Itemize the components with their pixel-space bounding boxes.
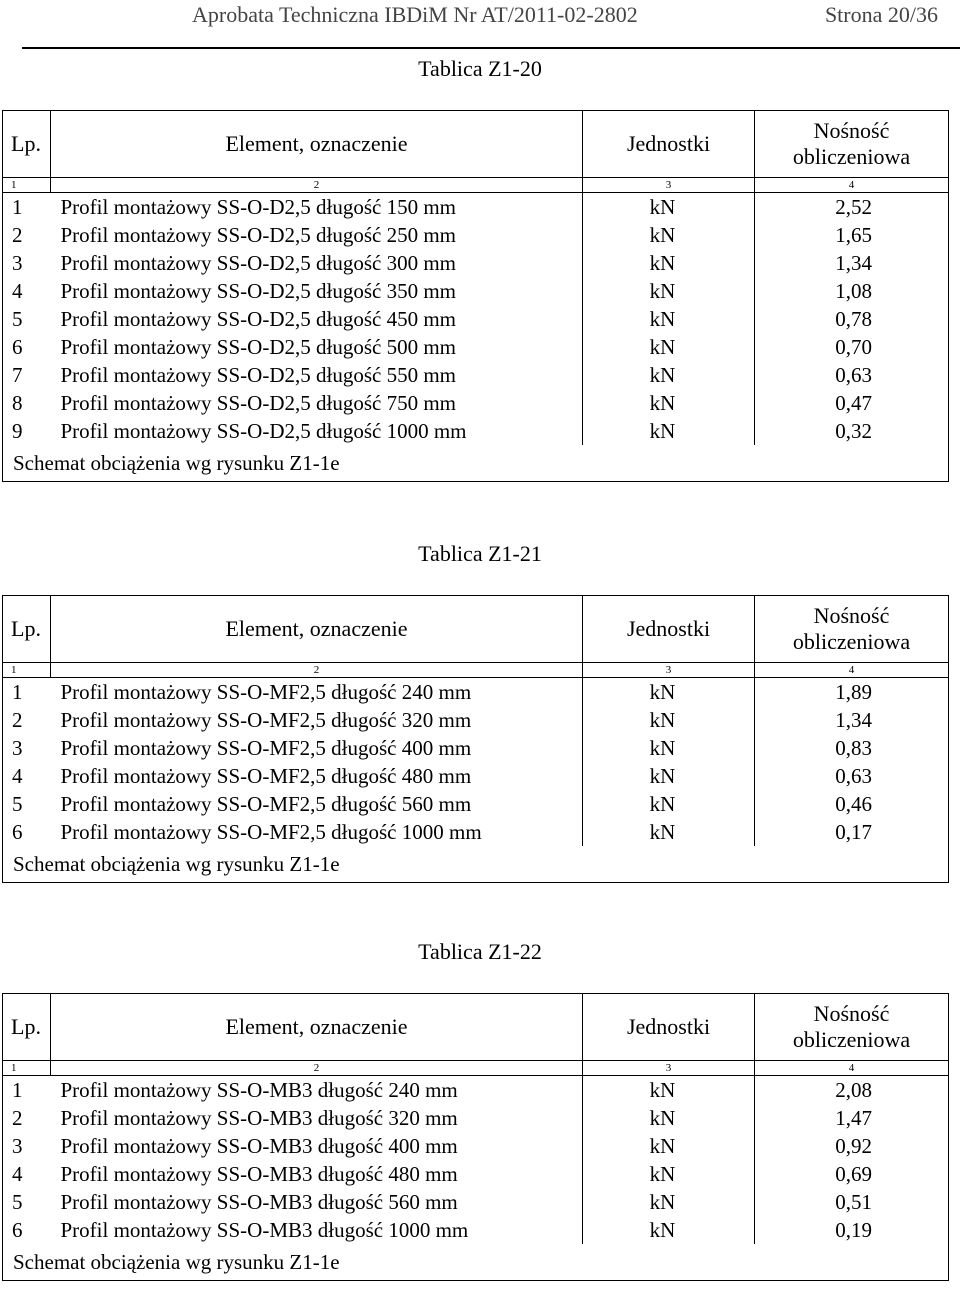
capacity-value: 0,46	[755, 790, 949, 818]
capacity-value: 1,65	[755, 221, 949, 249]
header-capacity-line1: Nośność	[813, 603, 890, 628]
unit-cell: kN	[583, 706, 755, 734]
table-title: Tablica Z1-21	[418, 541, 542, 566]
element-designation: Profil montażowy SS-O-MF2,5 długość 560 mm	[51, 790, 583, 818]
column-number-row	[3, 1061, 949, 1076]
unit-cell: kN	[583, 417, 755, 445]
table-z1-21	[2, 595, 949, 883]
row-number: 1	[3, 678, 51, 707]
table-title: Tablica Z1-20	[418, 56, 542, 81]
column-number: 4	[755, 1061, 949, 1076]
unit-cell: kN	[583, 305, 755, 333]
capacity-value: 0,63	[755, 361, 949, 389]
header-element: Element, oznaczenie	[51, 596, 583, 663]
table-row	[3, 389, 949, 417]
row-number: 6	[3, 1216, 51, 1244]
column-number: 1	[3, 178, 51, 193]
document-reference: Aprobata Techniczna IBDiM Nr AT/2011-02-2802	[192, 2, 638, 27]
unit-cell: kN	[583, 1160, 755, 1188]
element-designation: Profil montażowy SS-O-D2,5 długość 550 mm	[51, 361, 583, 389]
capacity-value: 0,19	[755, 1216, 949, 1244]
header-rule	[22, 47, 960, 49]
header-unit: Jednostki	[583, 596, 755, 663]
row-number: 3	[3, 1132, 51, 1160]
table-title: Tablica Z1-22	[418, 939, 542, 964]
table-row	[3, 678, 949, 707]
unit-cell: kN	[583, 790, 755, 818]
element-designation: Profil montażowy SS-O-D2,5 długość 350 mm	[51, 277, 583, 305]
table-row	[3, 1160, 949, 1188]
capacity-value: 0,70	[755, 333, 949, 361]
header-element: Element, oznaczenie	[51, 111, 583, 178]
capacity-value: 1,47	[755, 1104, 949, 1132]
element-designation: Profil montażowy SS-O-MB3 długość 400 mm	[51, 1132, 583, 1160]
row-number: 9	[3, 417, 51, 445]
row-number: 5	[3, 790, 51, 818]
load-scheme-note: Schemat obciążenia wg rysunku Z1-1e	[3, 445, 949, 482]
row-number: 5	[3, 1188, 51, 1216]
unit-cell: kN	[583, 277, 755, 305]
header-lp: Lp.	[3, 596, 51, 663]
header-unit: Jednostki	[583, 111, 755, 178]
capacity-value: 0,17	[755, 818, 949, 846]
element-designation: Profil montażowy SS-O-MF2,5 długość 400 mm	[51, 734, 583, 762]
unit-cell: kN	[583, 193, 755, 222]
table-z1-20	[2, 110, 949, 482]
row-number: 4	[3, 762, 51, 790]
table-row	[3, 734, 949, 762]
table-row	[3, 305, 949, 333]
capacity-value: 0,32	[755, 417, 949, 445]
column-number: 3	[583, 178, 755, 193]
element-designation: Profil montażowy SS-O-MB3 długość 560 mm	[51, 1188, 583, 1216]
column-number-row	[3, 663, 949, 678]
footer-row	[3, 1244, 949, 1281]
element-designation: Profil montażowy SS-O-MF2,5 długość 480 mm	[51, 762, 583, 790]
table-row	[3, 818, 949, 846]
element-designation: Profil montażowy SS-O-MB3 długość 1000 mm	[51, 1216, 583, 1244]
unit-cell: kN	[583, 818, 755, 846]
capacity-value: 2,52	[755, 193, 949, 222]
header-lp: Lp.	[3, 994, 51, 1061]
element-designation: Profil montażowy SS-O-MF2,5 długość 240 mm	[51, 678, 583, 707]
row-number: 7	[3, 361, 51, 389]
column-number: 4	[755, 663, 949, 678]
page-number: Strona 20/36	[824, 2, 938, 27]
table-row	[3, 1188, 949, 1216]
row-number: 8	[3, 389, 51, 417]
table-row	[3, 1132, 949, 1160]
capacity-value: 0,69	[755, 1160, 949, 1188]
unit-cell: kN	[583, 678, 755, 707]
table-row	[3, 193, 949, 222]
element-designation: Profil montażowy SS-O-D2,5 długość 1000 mm	[51, 417, 583, 445]
column-number: 1	[3, 1061, 51, 1076]
unit-cell: kN	[583, 1216, 755, 1244]
unit-cell: kN	[583, 734, 755, 762]
row-number: 2	[3, 1104, 51, 1132]
unit-cell: kN	[583, 249, 755, 277]
header-capacity	[755, 111, 949, 178]
row-number: 6	[3, 818, 51, 846]
footer-row	[3, 846, 949, 883]
element-designation: Profil montażowy SS-O-MF2,5 długość 320 mm	[51, 706, 583, 734]
column-number: 2	[51, 1061, 583, 1076]
header-row	[3, 111, 949, 178]
header-capacity-line1: Nośność	[813, 1001, 890, 1026]
column-number: 3	[583, 1061, 755, 1076]
header-unit: Jednostki	[583, 994, 755, 1061]
row-number: 1	[3, 193, 51, 222]
unit-cell: kN	[583, 1132, 755, 1160]
table-row	[3, 762, 949, 790]
capacity-value: 1,34	[755, 249, 949, 277]
table-row	[3, 277, 949, 305]
header-capacity-line1: Nośność	[813, 118, 890, 143]
row-number: 6	[3, 333, 51, 361]
header-capacity	[755, 994, 949, 1061]
element-designation: Profil montażowy SS-O-D2,5 długość 450 mm	[51, 305, 583, 333]
capacity-value: 1,89	[755, 678, 949, 707]
element-designation: Profil montażowy SS-O-MF2,5 długość 1000 mm	[51, 818, 583, 846]
row-number: 4	[3, 1160, 51, 1188]
column-number: 1	[3, 663, 51, 678]
element-designation: Profil montażowy SS-O-D2,5 długość 750 mm	[51, 389, 583, 417]
table-row	[3, 249, 949, 277]
unit-cell: kN	[583, 762, 755, 790]
capacity-value: 0,83	[755, 734, 949, 762]
column-number: 3	[583, 663, 755, 678]
row-number: 3	[3, 734, 51, 762]
header-capacity-line2: obliczeniowa	[792, 144, 911, 169]
unit-cell: kN	[583, 221, 755, 249]
element-designation: Profil montażowy SS-O-MB3 długość 320 mm	[51, 1104, 583, 1132]
table-row	[3, 1104, 949, 1132]
capacity-value: 0,51	[755, 1188, 949, 1216]
column-number: 2	[51, 178, 583, 193]
unit-cell: kN	[583, 1076, 755, 1105]
row-number: 2	[3, 706, 51, 734]
capacity-value: 1,08	[755, 277, 949, 305]
row-number: 4	[3, 277, 51, 305]
header-capacity-line2: obliczeniowa	[792, 629, 911, 654]
column-number-row	[3, 178, 949, 193]
column-number: 2	[51, 663, 583, 678]
page-header	[0, 0, 960, 52]
footer-row	[3, 445, 949, 482]
unit-cell: kN	[583, 361, 755, 389]
unit-cell: kN	[583, 1188, 755, 1216]
table-row	[3, 1216, 949, 1244]
row-number: 1	[3, 1076, 51, 1105]
header-row	[3, 994, 949, 1061]
element-designation: Profil montażowy SS-O-D2,5 długość 250 mm	[51, 221, 583, 249]
table-row	[3, 1076, 949, 1105]
header-capacity	[755, 596, 949, 663]
table-row	[3, 706, 949, 734]
unit-cell: kN	[583, 389, 755, 417]
table-row	[3, 790, 949, 818]
table-row	[3, 361, 949, 389]
capacity-value: 0,47	[755, 389, 949, 417]
unit-cell: kN	[583, 1104, 755, 1132]
element-designation: Profil montażowy SS-O-D2,5 długość 300 mm	[51, 249, 583, 277]
capacity-value: 0,92	[755, 1132, 949, 1160]
capacity-value: 0,78	[755, 305, 949, 333]
load-scheme-note: Schemat obciążenia wg rysunku Z1-1e	[3, 846, 949, 883]
capacity-value: 0,63	[755, 762, 949, 790]
capacity-value: 1,34	[755, 706, 949, 734]
element-designation: Profil montażowy SS-O-D2,5 długość 500 mm	[51, 333, 583, 361]
header-element: Element, oznaczenie	[51, 994, 583, 1061]
element-designation: Profil montażowy SS-O-MB3 długość 240 mm	[51, 1076, 583, 1105]
element-designation: Profil montażowy SS-O-MB3 długość 480 mm	[51, 1160, 583, 1188]
table-row	[3, 417, 949, 445]
header-capacity-line2: obliczeniowa	[792, 1027, 911, 1052]
capacity-value: 2,08	[755, 1076, 949, 1105]
element-designation: Profil montażowy SS-O-D2,5 długość 150 mm	[51, 193, 583, 222]
table-z1-22	[2, 993, 949, 1281]
row-number: 3	[3, 249, 51, 277]
column-number: 4	[755, 178, 949, 193]
unit-cell: kN	[583, 333, 755, 361]
row-number: 2	[3, 221, 51, 249]
load-scheme-note: Schemat obciążenia wg rysunku Z1-1e	[3, 1244, 949, 1281]
table-row	[3, 221, 949, 249]
header-lp: Lp.	[3, 111, 51, 178]
row-number: 5	[3, 305, 51, 333]
header-row	[3, 596, 949, 663]
table-row	[3, 333, 949, 361]
